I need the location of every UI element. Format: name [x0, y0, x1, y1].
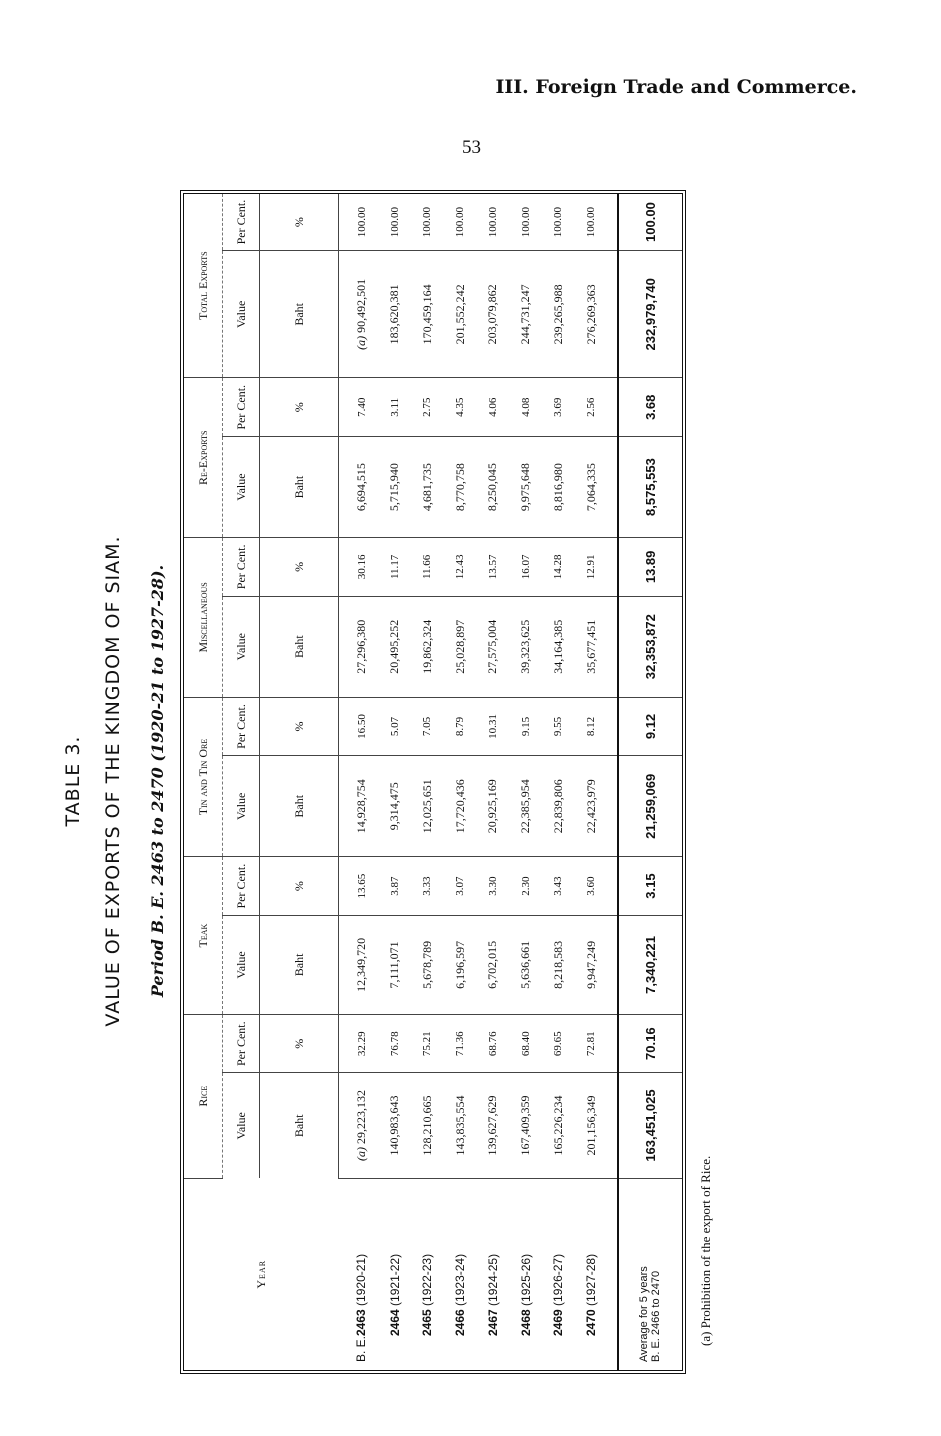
year-cell	[411, 1178, 444, 1370]
total-value	[378, 251, 411, 378]
year-cell	[444, 1178, 477, 1370]
misc-value: 34,164,385	[542, 596, 575, 697]
rice-percent: 75.21	[411, 1014, 444, 1073]
reexports-value: 8,250,045	[477, 437, 510, 538]
tin-percent: 9.55	[542, 697, 575, 756]
year-header: Year	[253, 1259, 268, 1289]
total-value	[444, 251, 477, 378]
tin-value: 22,423,979	[575, 756, 608, 857]
year-be: 2468	[518, 1309, 533, 1336]
rice-value-text: 140,983,643	[387, 1095, 402, 1156]
total-value	[575, 251, 608, 378]
total-percent: 100.00	[411, 194, 444, 251]
reexports-value: 5,715,940	[378, 437, 411, 538]
teak-percent: 3.07	[444, 857, 477, 916]
reexports-percent: 2.75	[411, 378, 444, 437]
total-percent: 100.00	[378, 194, 411, 251]
total-value	[411, 251, 444, 378]
rice-value-text: 167,409,359	[518, 1095, 533, 1156]
exports-table-wrapper	[180, 190, 686, 1374]
teak-percent: 3.43	[542, 857, 575, 916]
rice-value	[339, 1073, 379, 1178]
rice-percent: 69.65	[542, 1014, 575, 1073]
rice-percent: 68.40	[509, 1014, 542, 1073]
total-value-text: 244,731,247	[518, 284, 533, 345]
total-value	[339, 251, 379, 378]
year-be: 2467	[485, 1309, 500, 1336]
group-misc: Miscellaneous	[184, 538, 223, 698]
rice-value	[542, 1073, 575, 1178]
page-number: 53	[462, 137, 481, 158]
reexports-percent: 3.11	[378, 378, 411, 437]
rice-value-text: 139,627,629	[485, 1095, 500, 1156]
avg-total-value: 232,979,740	[618, 251, 682, 378]
reexports-value: 4,681,735	[411, 437, 444, 538]
total-value	[542, 251, 575, 378]
rice-value	[477, 1073, 510, 1178]
section-header: III. Foreign Trade and Commerce.	[495, 76, 857, 98]
year-prefix: B. E.	[354, 1335, 369, 1362]
tin-value: 14,928,754	[339, 756, 379, 857]
teak-percent: 3.60	[575, 857, 608, 916]
rice-value-text: 143,835,554	[452, 1095, 467, 1156]
percent-header: Per Cent.	[223, 697, 260, 756]
misc-percent: 30.16	[339, 538, 379, 597]
avg-rice-percent: 70.16	[618, 1014, 682, 1073]
total-percent: 100.00	[575, 194, 608, 251]
rice-value-text: 201,156,349	[583, 1095, 598, 1156]
year-be: 2463	[354, 1309, 369, 1336]
footnote: (a) Prohibition of the export of Rice.	[698, 1155, 713, 1346]
rice-value-text: 165,226,234	[550, 1095, 565, 1156]
tin-percent: 8.79	[444, 697, 477, 756]
year-be: 2466	[453, 1309, 468, 1336]
rice-value	[378, 1073, 411, 1178]
group-reexports: Re-Exports	[184, 378, 223, 538]
avg-reexports-percent: 3.68	[618, 378, 682, 437]
reexports-percent: 7.40	[339, 378, 379, 437]
pct-unit: %	[260, 194, 339, 251]
teak-percent: 13.65	[339, 857, 379, 916]
table-row	[542, 194, 575, 1370]
rice-value	[509, 1073, 542, 1178]
year-cell	[477, 1178, 510, 1370]
rice-value	[411, 1073, 444, 1178]
teak-value: 5,678,789	[411, 915, 444, 1014]
percent-header: Per Cent.	[223, 194, 260, 251]
value-header: Value	[223, 437, 260, 538]
reexports-percent: 4.08	[509, 378, 542, 437]
misc-value: 27,296,380	[339, 596, 379, 697]
misc-value: 20,495,252	[378, 596, 411, 697]
percent-header: Per Cent.	[223, 378, 260, 437]
rice-percent: 76.78	[378, 1014, 411, 1073]
year-cell	[339, 1178, 379, 1370]
tin-percent: 8.12	[575, 697, 608, 756]
misc-value: 27,575,004	[477, 596, 510, 697]
tin-percent: 16.50	[339, 697, 379, 756]
misc-percent: 14.28	[542, 538, 575, 597]
year-period: (1922-23)	[420, 1253, 435, 1306]
teak-value: 7,111,071	[378, 915, 411, 1014]
total-percent: 100.00	[444, 194, 477, 251]
misc-percent: 12.43	[444, 538, 477, 597]
table-row	[444, 194, 477, 1370]
total-percent: 100.00	[542, 194, 575, 251]
tin-value: 20,925,169	[477, 756, 510, 857]
table-row	[477, 194, 510, 1370]
baht-unit: Baht	[260, 1073, 339, 1178]
percent-header: Per Cent.	[223, 857, 260, 916]
value-header: Value	[223, 596, 260, 697]
rice-value-text: 29,223,132	[354, 1090, 369, 1145]
misc-value: 35,677,451	[575, 596, 608, 697]
teak-percent: 3.87	[378, 857, 411, 916]
table-row	[378, 194, 411, 1370]
avg-tin-value: 21,259,069	[618, 756, 682, 857]
rice-percent: 71.36	[444, 1014, 477, 1073]
reexports-percent: 4.35	[444, 378, 477, 437]
teak-percent: 3.33	[411, 857, 444, 916]
year-period: (1920-21)	[354, 1253, 369, 1306]
year-period: (1925-26)	[518, 1253, 533, 1306]
misc-percent: 11.17	[378, 538, 411, 597]
table-body	[339, 194, 608, 1370]
year-be: 2469	[551, 1309, 566, 1336]
tin-percent: 10.31	[477, 697, 510, 756]
average-label-line2: B. E. 2466 to 2470	[650, 1270, 663, 1362]
total-value-text: 203,079,862	[485, 284, 500, 345]
tin-value: 22,839,806	[542, 756, 575, 857]
year-cell	[542, 1178, 575, 1370]
reexports-value: 6,694,515	[339, 437, 379, 538]
teak-value: 8,218,583	[542, 915, 575, 1014]
teak-value: 12,349,720	[339, 915, 379, 1014]
baht-unit: Baht	[260, 251, 339, 378]
rice-value	[444, 1073, 477, 1178]
rice-value-text: 128,210,665	[419, 1095, 434, 1156]
year-period: (1926-27)	[551, 1253, 566, 1306]
table-number: TABLE 3.	[62, 735, 84, 827]
total-percent: 100.00	[477, 194, 510, 251]
misc-percent: 11.66	[411, 538, 444, 597]
avg-misc-value: 32,353,872	[618, 596, 682, 697]
value-header: Value	[223, 756, 260, 857]
pct-unit: %	[260, 857, 339, 916]
group-teak: Teak	[184, 857, 223, 1015]
total-value-text: 183,620,381	[387, 284, 402, 345]
total-percent: 100.00	[339, 194, 379, 251]
table-row	[411, 194, 444, 1370]
reexports-percent: 2.56	[575, 378, 608, 437]
avg-tin-percent: 9.12	[618, 697, 682, 756]
group-total: Total Exports	[184, 194, 223, 378]
year-period: (1923-24)	[453, 1253, 468, 1306]
footnote-marker: (a)	[354, 1147, 369, 1162]
value-header: Value	[223, 251, 260, 378]
average-label	[618, 1178, 682, 1370]
total-value-text: 239,265,988	[550, 284, 565, 345]
total-value-text: 170,459,164	[419, 284, 434, 345]
pct-unit: %	[260, 538, 339, 597]
reexports-percent: 3.69	[542, 378, 575, 437]
percent-header: Per Cent.	[223, 538, 260, 597]
percent-header: Per Cent.	[223, 1014, 260, 1073]
misc-percent: 12.91	[575, 538, 608, 597]
year-period: (1927-28)	[584, 1253, 599, 1306]
rotated-table-frame	[62, 186, 713, 1376]
year-cell	[378, 1178, 411, 1370]
year-period: (1921-22)	[387, 1253, 402, 1306]
value-header: Value	[223, 1073, 260, 1178]
misc-value: 25,028,897	[444, 596, 477, 697]
reexports-percent: 4.06	[477, 378, 510, 437]
reexports-value: 9,975,648	[509, 437, 542, 538]
tin-value: 9,314,475	[378, 756, 411, 857]
table-row	[509, 194, 542, 1370]
avg-teak-percent: 3.15	[618, 857, 682, 916]
year-period: (1924-25)	[485, 1253, 500, 1306]
rice-percent: 72.81	[575, 1014, 608, 1073]
reexports-value: 8,770,758	[444, 437, 477, 538]
reexports-value: 7,064,335	[575, 437, 608, 538]
table-row	[339, 194, 379, 1370]
rice-percent: 32.29	[339, 1014, 379, 1073]
tin-percent: 7.05	[411, 697, 444, 756]
misc-percent: 13.57	[477, 538, 510, 597]
avg-rice-value: 163,451,025	[618, 1073, 682, 1178]
table-row	[575, 194, 608, 1370]
tin-value: 12,025,651	[411, 756, 444, 857]
tin-value: 17,720,436	[444, 756, 477, 857]
pct-unit: %	[260, 378, 339, 437]
period-subtitle: Period B. E. 2463 to 2470 (1920-21 to 1927-28).	[148, 564, 167, 998]
reexports-value: 8,816,980	[542, 437, 575, 538]
average-label-line1: Average for 5 years	[638, 1266, 651, 1362]
year-cell	[509, 1178, 542, 1370]
teak-percent: 2.30	[509, 857, 542, 916]
avg-total-percent: 100.00	[618, 194, 682, 251]
avg-misc-percent: 13.89	[618, 538, 682, 597]
total-value	[509, 251, 542, 378]
year-be: 2470	[584, 1309, 599, 1336]
total-value-text: 201,552,242	[452, 284, 467, 345]
misc-percent: 16.07	[509, 538, 542, 597]
misc-value: 19,862,324	[411, 596, 444, 697]
year-cell	[575, 1178, 608, 1370]
baht-unit: Baht	[260, 437, 339, 538]
pct-unit: %	[260, 697, 339, 756]
rice-value	[575, 1073, 608, 1178]
group-tin: Tin and Tin Ore	[184, 697, 223, 857]
avg-teak-value: 7,340,221	[618, 915, 682, 1014]
table-title: VALUE OF EXPORTS OF THE KINGDOM OF SIAM.	[102, 535, 124, 1027]
total-value-text: 90,492,501	[354, 278, 369, 333]
total-percent: 100.00	[509, 194, 542, 251]
average-row	[618, 194, 682, 1370]
year-be: 2465	[420, 1309, 435, 1336]
baht-unit: Baht	[260, 756, 339, 857]
total-value	[477, 251, 510, 378]
tin-value: 22,385,954	[509, 756, 542, 857]
tin-percent: 5.07	[378, 697, 411, 756]
avg-reexports-value: 8,575,553	[618, 437, 682, 538]
pct-unit: %	[260, 1014, 339, 1073]
misc-value: 39,323,625	[509, 596, 542, 697]
total-value-text: 276,269,363	[583, 284, 598, 345]
teak-value: 5,636,661	[509, 915, 542, 1014]
rice-percent: 68.76	[477, 1014, 510, 1073]
footnote-marker: (a)	[354, 335, 369, 350]
group-rice: Rice	[184, 1014, 223, 1178]
baht-unit: Baht	[260, 915, 339, 1014]
teak-percent: 3.30	[477, 857, 510, 916]
exports-table	[184, 194, 682, 1370]
baht-unit: Baht	[260, 596, 339, 697]
teak-value: 6,196,597	[444, 915, 477, 1014]
teak-value: 6,702,015	[477, 915, 510, 1014]
value-header: Value	[223, 915, 260, 1014]
tin-percent: 9.15	[509, 697, 542, 756]
teak-value: 9,947,249	[575, 915, 608, 1014]
year-be: 2464	[387, 1309, 402, 1336]
